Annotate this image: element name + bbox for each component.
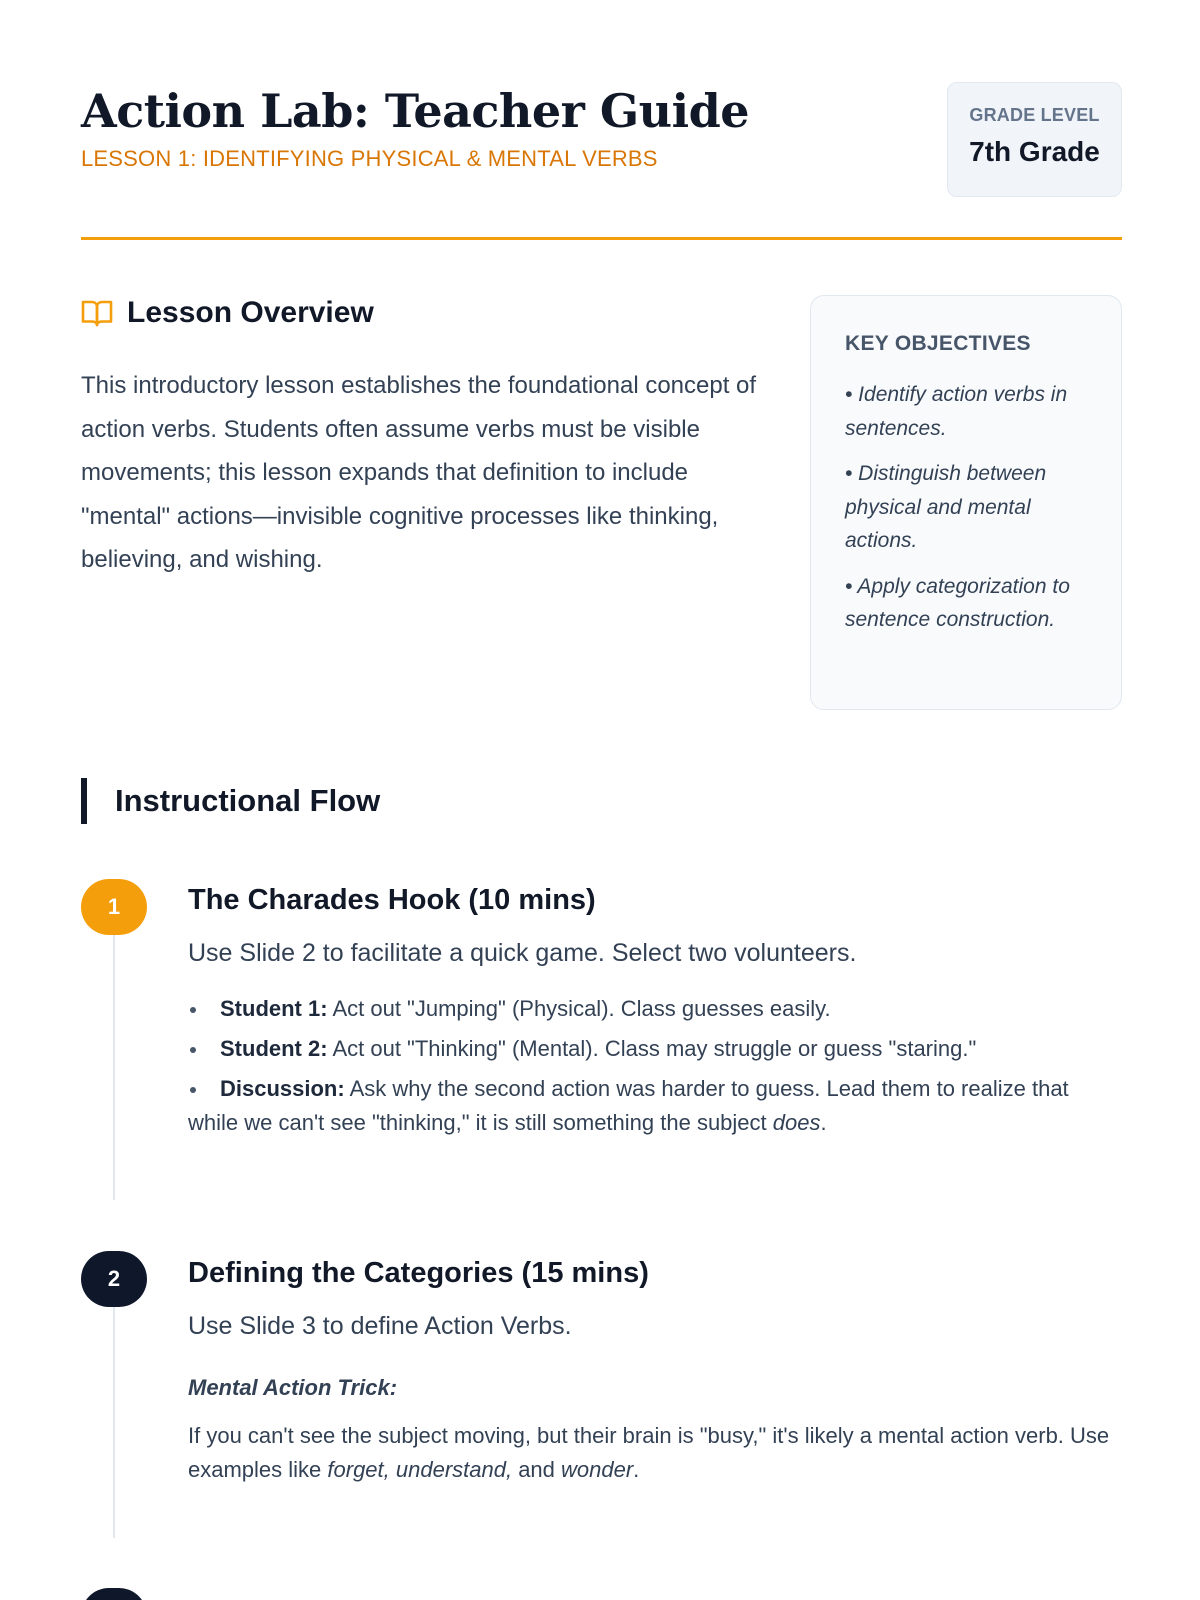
bullet-label: Student 2: [220,1036,328,1061]
step-intro: Use Slide 3 to define Action Verbs. [188,1312,572,1340]
mental-action-trick-label: Mental Action Trick: [188,1375,398,1400]
step-intro: Use Slide 2 to facilitate a quick game. Select two volunteers. [188,939,857,967]
bullet-end: . [820,1110,827,1135]
objective-item: • Distinguish between physical and mental actions. [845,462,1047,552]
trick-text-body: If you can't see the subject moving, but their brain is "busy," it's likely a mental action verb. Use examples like [188,1423,1110,1482]
mental-action-trick-text [188,1419,1123,1487]
lesson-overview-title: Lesson Overview [127,296,374,329]
list-item [188,1072,1123,1140]
trick-example: wonder [561,1457,634,1482]
bullet-emphasis: does [772,1110,821,1135]
book-open-icon [81,299,113,327]
step-title: The Charades Hook (10 mins) [188,884,596,916]
page-header [81,80,1122,240]
key-objectives-heading: KEY OBJECTIVES [845,332,1031,355]
lesson-overview-heading [81,296,761,330]
grade-level-label: GRADE LEVEL [969,105,1100,125]
step-bullet-list [188,992,1123,1140]
step-title: Defining the Categories (15 mins) [188,1257,649,1289]
lesson-subtitle: LESSON 1: IDENTIFYING PHYSICAL & MENTAL VERBS [81,146,658,171]
lesson-overview-text: This introductory lesson establishes the foundational concept of action verbs. Students often assume verbs must be visible movements; this lesson expands that definition to include "mental" actions—invisible cognitive processes like thinking, believing, and wishing. [81,372,757,573]
objective-item: • Apply categorization to sentence construction. [845,574,1070,631]
page-title: Action Lab: Teacher Guide [81,84,749,138]
bullet-label: Discussion: [220,1076,345,1101]
step-defining-categories [188,1257,1123,1487]
step-charades-hook [188,884,1123,1146]
bullet-label: Student 1: [220,996,328,1021]
lesson-overview-section [81,296,761,582]
bullet-text: Act out "Jumping" (Physical). Class guesses easily. [327,996,831,1021]
key-objectives-card [810,295,1122,710]
step-number-badge: 2 [81,1251,147,1307]
bullet-text: Act out "Thinking" (Mental). Class may struggle or guess "staring." [327,1036,977,1061]
timeline-line [113,1303,115,1538]
bullet-text: Ask why the second action was harder to guess. Lead them to realize that while we can't see "thinking," it is still something the subject [188,1076,1069,1135]
trick-example: forget, understand, [327,1457,513,1482]
timeline-line [113,930,115,1200]
trick-end: . [633,1457,640,1482]
grade-level-badge [947,82,1122,197]
key-objectives-list [845,378,1087,637]
instructional-flow-heading: Instructional Flow [81,778,380,824]
trick-connector: and [512,1457,562,1482]
step-number-badge: 1 [81,879,147,935]
step-number-badge-partial [81,1588,147,1600]
list-item [188,1032,1123,1066]
grade-level-value: 7th Grade [969,136,1100,167]
objective-item: • Identify action verbs in sentences. [845,383,1068,440]
list-item [188,992,1123,1026]
